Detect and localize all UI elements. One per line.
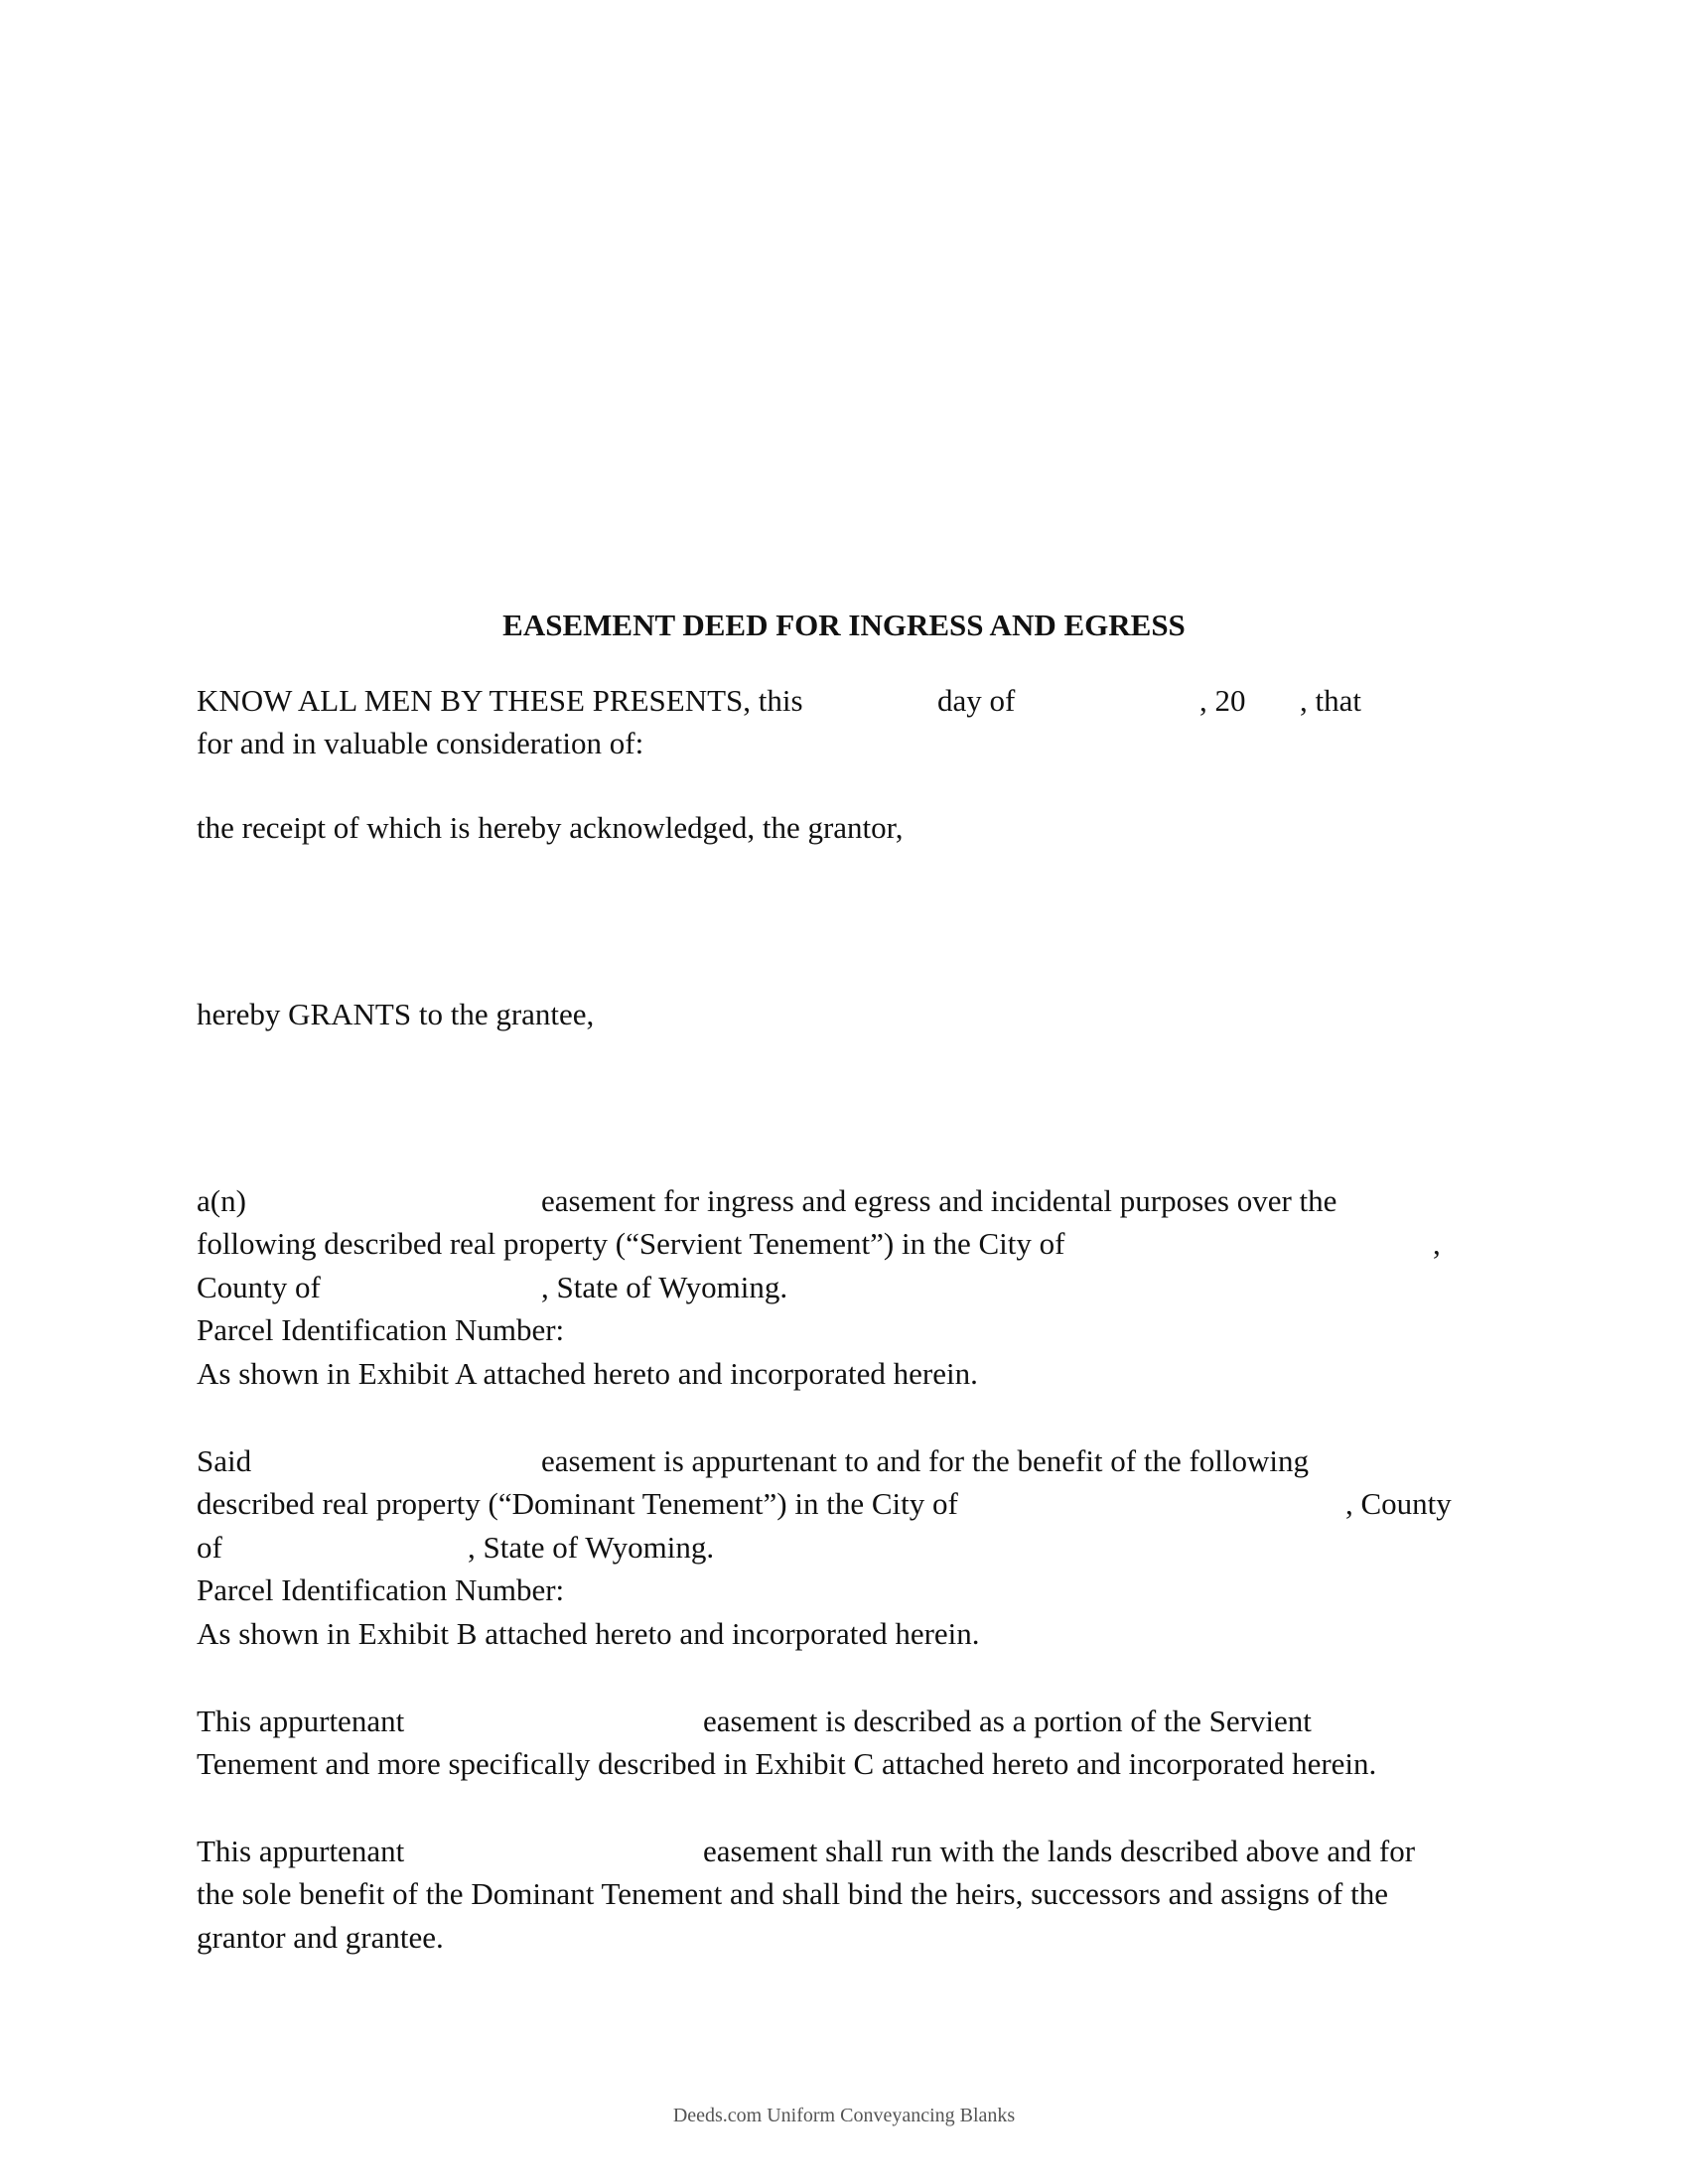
dominant-county-text: , County xyxy=(1345,1486,1452,1521)
servient-county-label: County of xyxy=(197,1270,321,1304)
runs-parties-text: grantor and grantee. xyxy=(197,1920,444,1955)
page-footer: Deeds.com Uniform Conveyancing Blanks xyxy=(672,2105,1016,2126)
servient-parcel-label: Parcel Identification Number: xyxy=(197,1312,565,1347)
dominant-property-text: described real property (“Dominant Tenement”) in the City of xyxy=(197,1486,958,1521)
servient-comma: , xyxy=(1433,1226,1441,1261)
runs-easement-text: easement shall run with the lands described above and for xyxy=(703,1834,1416,1868)
described-exhibit-text: Tenement and more specifically described in Exhibit C attached hereto and incorporated herein. xyxy=(197,1746,1377,1781)
described-appurtenant: This appurtenant xyxy=(197,1704,405,1738)
runs-appurtenant: This appurtenant xyxy=(197,1834,405,1868)
servient-state-text: , State of Wyoming. xyxy=(541,1270,788,1304)
grants-text: hereby GRANTS to the grantee, xyxy=(197,997,595,1031)
intro-text-day-of: day of xyxy=(937,683,1016,718)
runs-benefit-text: the sole benefit of the Dominant Tenement and shall bind the heirs, successors and assigns of the xyxy=(197,1876,1388,1911)
dominant-parcel-label: Parcel Identification Number: xyxy=(197,1572,565,1607)
dominant-of-label: of xyxy=(197,1530,222,1565)
intro-text-consideration: for and in valuable consideration of: xyxy=(197,726,644,760)
intro-text-presents: KNOW ALL MEN BY THESE PRESENTS, this xyxy=(197,683,803,718)
dominant-easement-text: easement is appurtenant to and for the benefit of the following xyxy=(541,1443,1310,1478)
document-title: EASEMENT DEED FOR INGRESS AND EGRESS xyxy=(502,608,1186,642)
dominant-state-text: , State of Wyoming. xyxy=(468,1530,715,1565)
dominant-said: Said xyxy=(197,1443,252,1478)
servient-exhibit-text: As shown in Exhibit A attached hereto and incorporated herein. xyxy=(197,1356,978,1391)
intro-text-that: , that xyxy=(1300,683,1361,718)
receipt-text: the receipt of which is hereby acknowledged, the grantor, xyxy=(197,810,904,845)
servient-an: a(n) xyxy=(197,1183,246,1218)
servient-property-text: following described real property (“Servient Tenement”) in the City of xyxy=(197,1226,1065,1261)
servient-easement-text: easement for ingress and egress and incidental purposes over the xyxy=(541,1183,1337,1218)
described-easement-text: easement is described as a portion of the Servient xyxy=(703,1704,1312,1738)
intro-text-year: , 20 xyxy=(1199,683,1246,718)
dominant-exhibit-text: As shown in Exhibit B attached hereto and incorporated herein. xyxy=(197,1616,980,1651)
